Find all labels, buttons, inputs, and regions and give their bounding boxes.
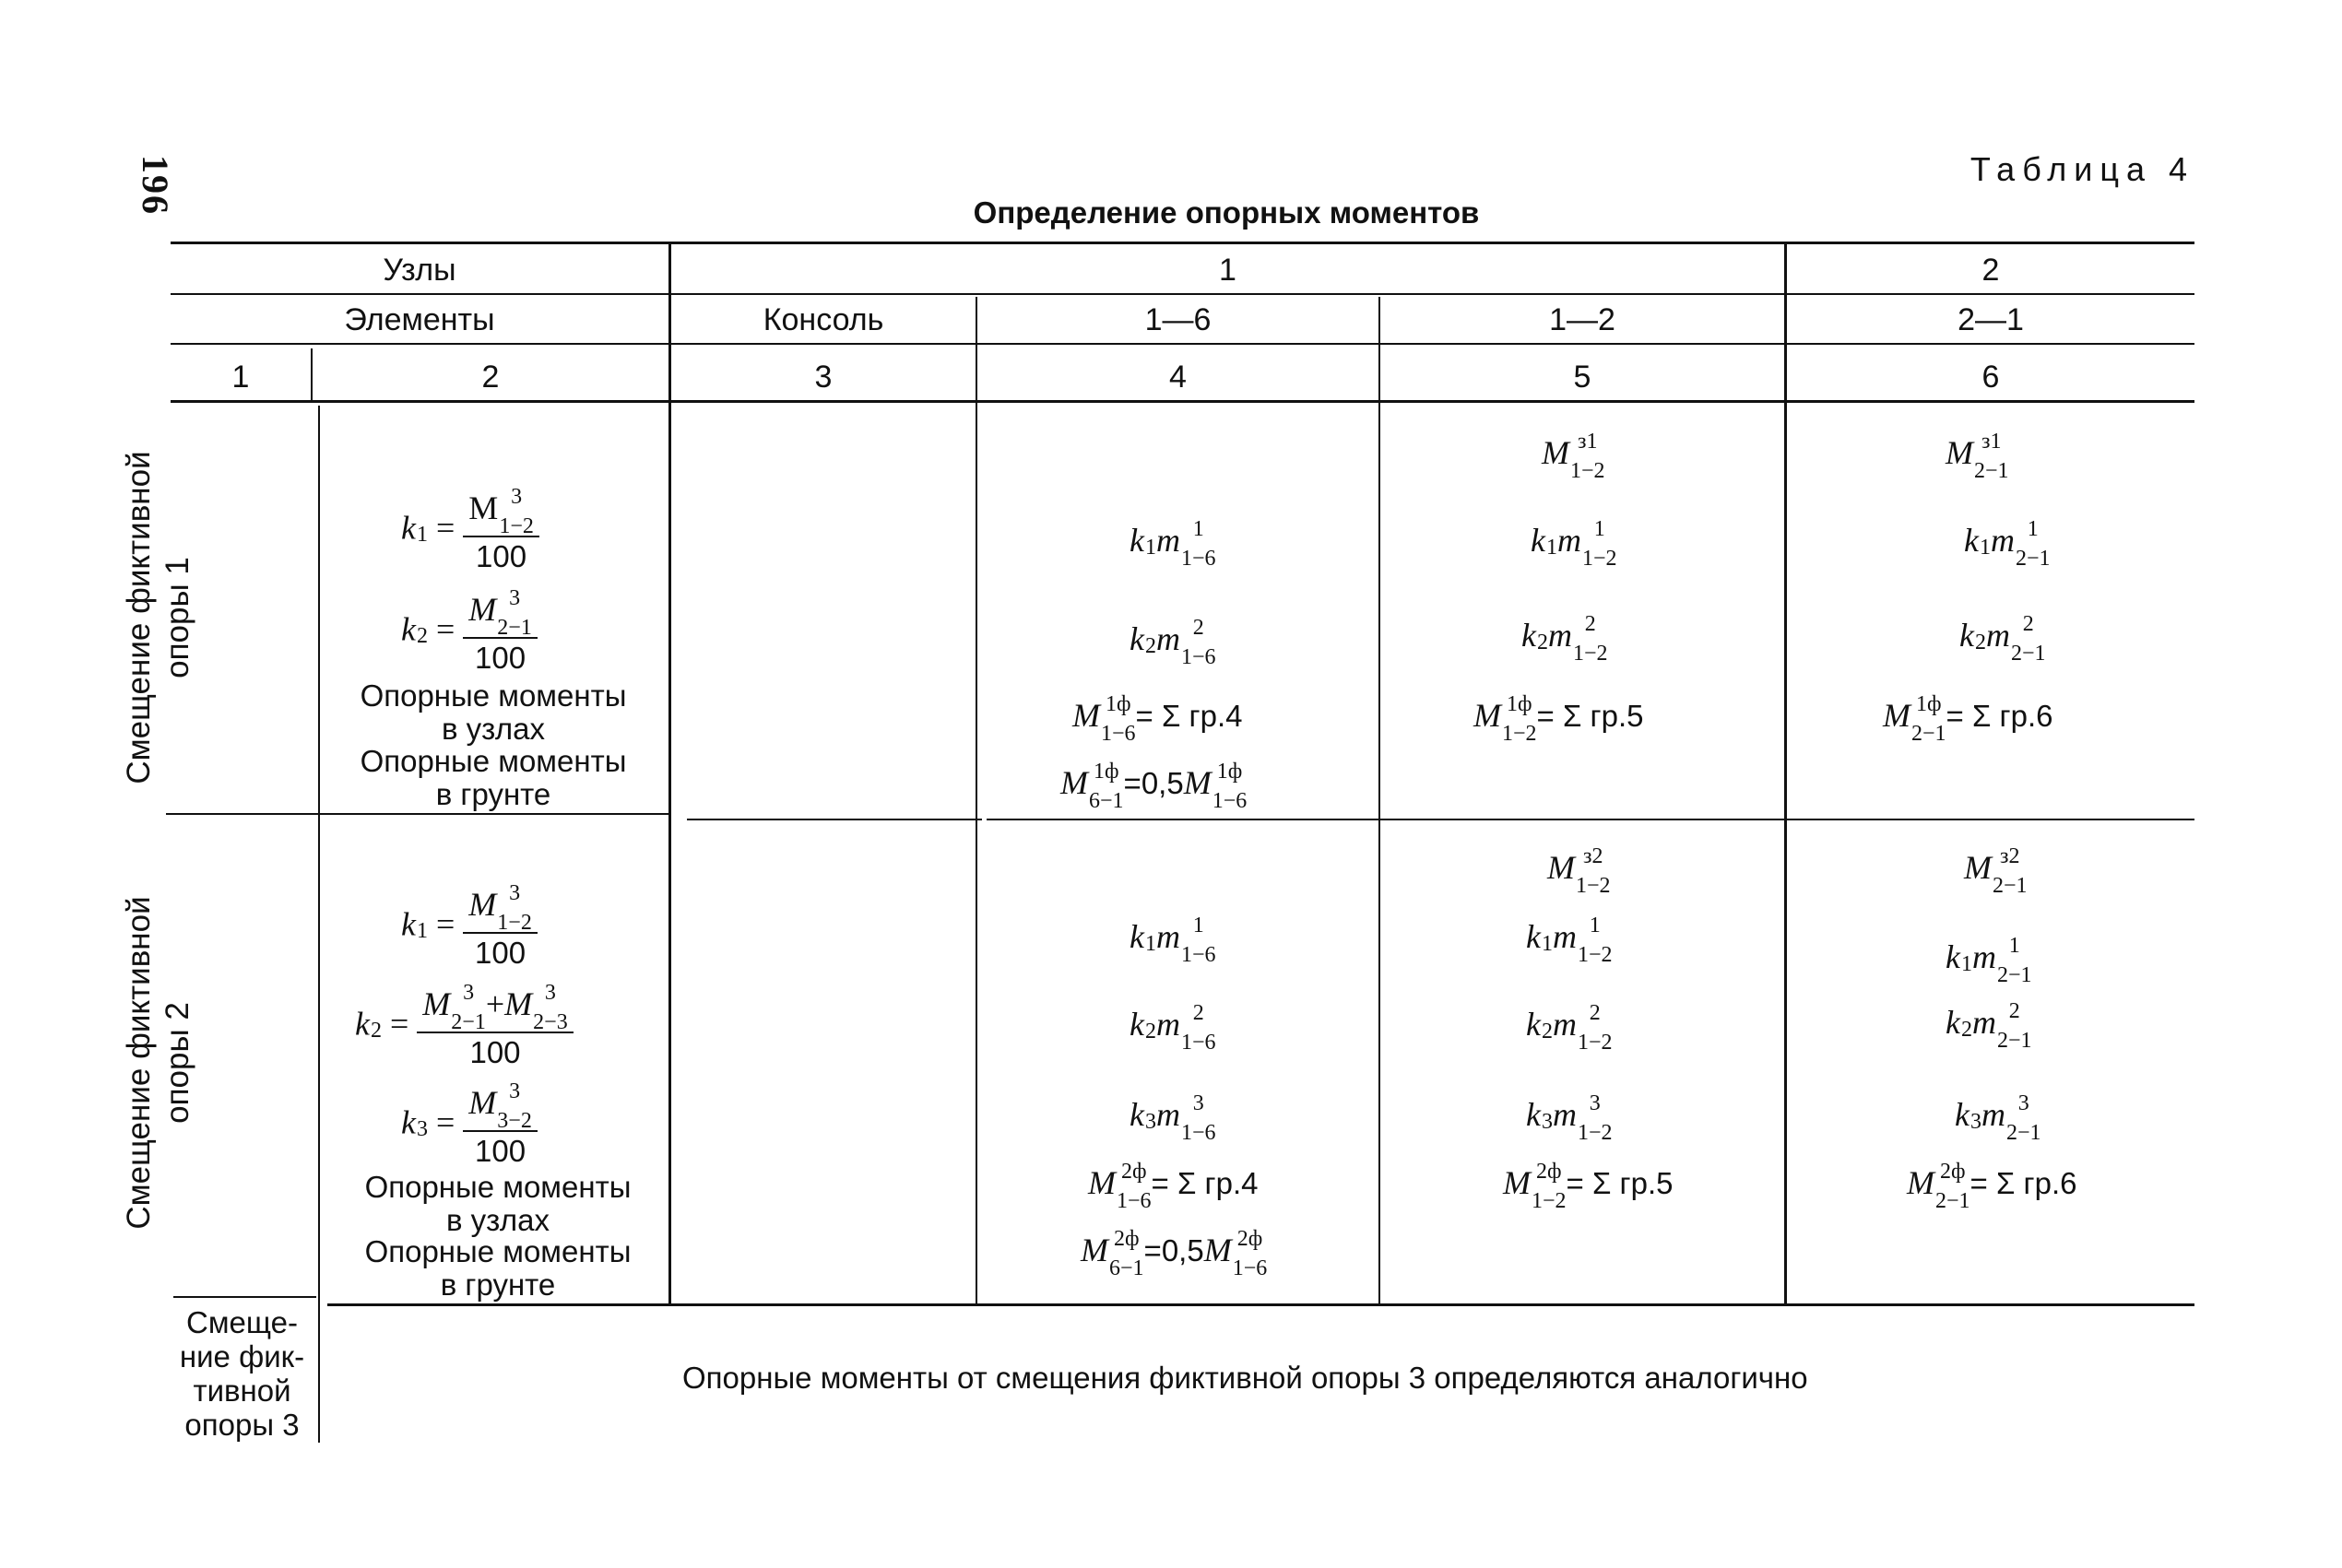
header-elem-console: Консоль (763, 302, 884, 337)
row2-c4-sum: M 2ф 1−6 = Σ гр.4 (1088, 1159, 1259, 1213)
colnum-6: 6 (1981, 360, 2000, 395)
rule-row1-col3 (687, 819, 982, 820)
row2-moments-ground: Опорные моменты в грунте (364, 1234, 632, 1302)
header-nodes-label: Узлы (383, 253, 456, 288)
row2-k2-formula: k 2 = M 3 2−1 +M 3 2−3 100 (355, 984, 574, 1070)
row1-moments-ground: Опорные моменты в грунте (360, 744, 627, 811)
rule-v-col2 (668, 244, 671, 1304)
row2-c5-k3m: k 3 m 3 1−2 (1526, 1091, 1613, 1145)
header-elem-1-2: 1—2 (1549, 302, 1615, 337)
row2-c4-k3m: k 3 m 3 1−6 (1130, 1091, 1216, 1145)
header-node-1: 1 (1219, 253, 1236, 288)
row1-c4-k1m: k 1 m 1 1−6 (1130, 516, 1216, 571)
header-elements-label: Элементы (344, 302, 495, 337)
rule-nodes (171, 293, 2194, 295)
colnum-4: 4 (1169, 360, 1187, 395)
row1-c6-sum: M 1ф 2−1 = Σ гр.6 (1883, 691, 2053, 746)
row2-c4-ground: M 2ф 6−1 =0,5M 2ф 1−6 (1081, 1226, 1268, 1280)
row3-note: Опорные моменты от смещения фиктивной опоры 3 определяются аналогично (682, 1361, 1808, 1395)
row2-label: Смещение фиктивной опоры 2 (121, 896, 195, 1230)
rule-row1-left (166, 813, 668, 815)
rule-v-col5 (1784, 244, 1787, 1304)
row1-label: Смещение фиктивной опоры 1 (121, 451, 195, 784)
row1-c4-ground: M 1ф 6−1 =0,5M 1ф 1−6 (1060, 759, 1248, 813)
row2-c6-sum: M 2ф 2−1 = Σ гр.6 (1907, 1159, 2077, 1213)
rule-v-col4 (1378, 297, 1380, 1303)
row1-c6-k1m: k 1 m 1 2−1 (1964, 516, 2051, 571)
row2-c6-k1m: k 1 m 1 2−1 (1946, 933, 2032, 987)
table-title: Определение опорных моментов (973, 195, 1480, 230)
page-number: 196 (135, 155, 176, 216)
row1-c5-sum: M 1ф 1−2 = Σ гр.5 (1473, 691, 1644, 746)
row1-c4-sum: M 1ф 1−6 = Σ гр.4 (1072, 691, 1243, 746)
row2-c5-k2m: k 2 m 2 1−2 (1526, 1000, 1613, 1055)
row2-c4-k1m: k 1 m 1 1−6 (1130, 913, 1216, 967)
colnum-5: 5 (1573, 360, 1591, 395)
row3-label: Смеще- ние фик- тивной опоры 3 (179, 1305, 305, 1442)
row2-moments-nodes: Опорные моменты в узлах (364, 1170, 632, 1237)
colnum-1: 1 (231, 360, 250, 395)
row2-c6-k3m: k 3 m 3 2−1 (1955, 1091, 2041, 1145)
rule-v-col3 (976, 297, 977, 1303)
colnum-2: 2 (481, 360, 500, 395)
row1-c5-m3: M з1 1−2 (1542, 429, 1605, 483)
table-label: Таблица 4 (1969, 150, 2194, 188)
rule-top (171, 242, 2194, 244)
rule-v-col1-body (318, 406, 320, 1443)
header-elem-1-6: 1—6 (1144, 302, 1212, 337)
row1-c6-m3: M з1 2−1 (1946, 429, 2009, 483)
rule-row2 (327, 1303, 2194, 1306)
colnum-3: 3 (814, 360, 833, 395)
row2-k3-formula: k 3 = M 3 3−2 100 (401, 1083, 538, 1169)
row2-k1-formula: k 1 = M 3 1−2 100 (401, 885, 538, 971)
row1-k1-formula: k 1 = M 3 1−2 100 (401, 489, 539, 574)
row2-c6-m3: M з2 2−1 (1964, 843, 2028, 898)
row2-c5-sum: M 2ф 1−2 = Σ гр.5 (1503, 1159, 1674, 1213)
rule-elements (171, 343, 2194, 345)
row1-c6-k2m: k 2 m 2 2−1 (1959, 611, 2046, 666)
row1-c5-k2m: k 2 m 2 1−2 (1521, 611, 1608, 666)
row1-k2-formula: k 2 = M 3 2−1 100 (401, 590, 538, 676)
row2-c4-k2m: k 2 m 2 1−6 (1130, 1000, 1216, 1055)
row1-c4-k2m: k 2 m 2 1−6 (1130, 615, 1216, 669)
header-node-2: 2 (1981, 253, 2000, 288)
row2-c6-k2m: k 2 m 2 2−1 (1946, 998, 2032, 1053)
rule-colnums (171, 400, 2194, 403)
row1-moments-nodes: Опорные моменты в узлах (360, 678, 627, 746)
rule-row2-left (173, 1296, 316, 1298)
header-elem-2-1: 2—1 (1958, 302, 2024, 337)
rule-row1-right (987, 819, 2194, 820)
row2-c5-m3: M з2 1−2 (1547, 843, 1611, 898)
row1-c5-k1m: k 1 m 1 1−2 (1531, 516, 1617, 571)
row2-c5-k1m: k 1 m 1 1−2 (1526, 913, 1613, 967)
